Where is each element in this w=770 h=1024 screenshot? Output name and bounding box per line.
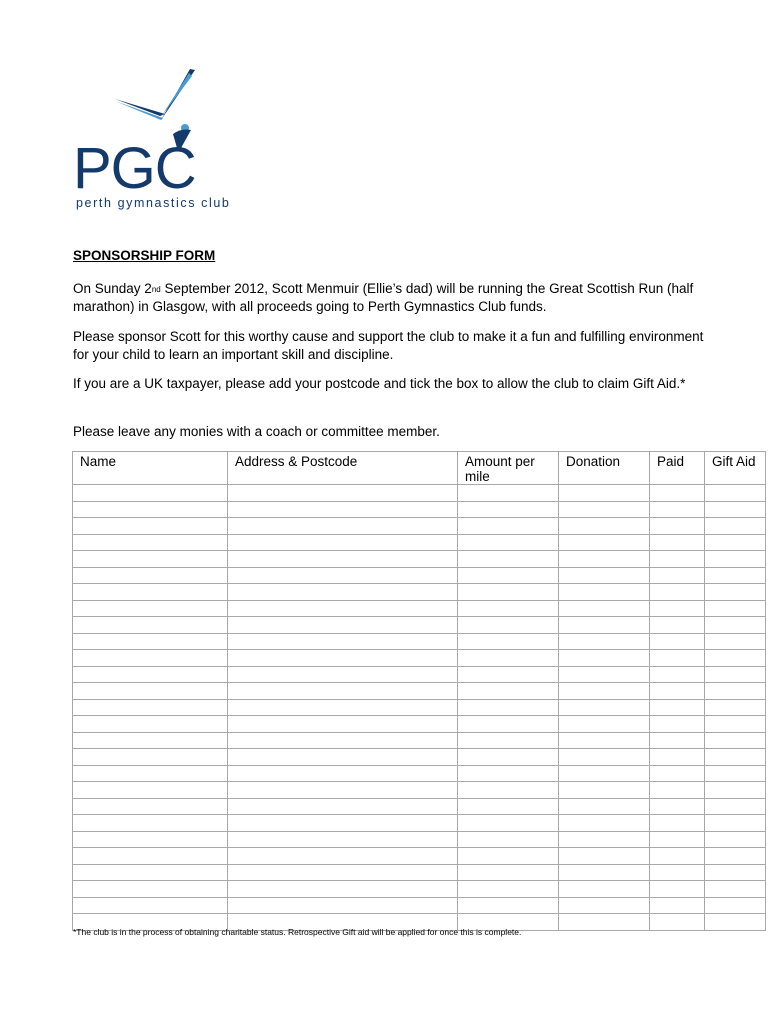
cell-paid[interactable]: [650, 815, 705, 832]
cell-donation[interactable]: [559, 815, 650, 832]
cell-address-postcode[interactable]: [228, 864, 458, 881]
table-row: [73, 617, 766, 634]
cell-name[interactable]: [73, 683, 228, 700]
cell-paid[interactable]: [650, 485, 705, 502]
cell-name[interactable]: [73, 567, 228, 584]
table-row: [73, 864, 766, 881]
cell-name[interactable]: [73, 732, 228, 749]
cell-address-postcode[interactable]: [228, 699, 458, 716]
header-name: Name: [73, 452, 228, 485]
cell-gift-aid[interactable]: [705, 749, 766, 766]
cell-paid[interactable]: [650, 567, 705, 584]
cell-address-postcode[interactable]: [228, 848, 458, 865]
cell-address-postcode[interactable]: [228, 831, 458, 848]
cell-donation[interactable]: [559, 600, 650, 617]
page-title: SPONSORSHIP FORM: [73, 248, 216, 263]
cell-name[interactable]: [73, 815, 228, 832]
header-amount-per-mile: Amount per mile: [458, 452, 559, 485]
cell-amount-per-mile[interactable]: [458, 749, 559, 766]
cell-amount-per-mile[interactable]: [458, 716, 559, 733]
cell-gift-aid[interactable]: [705, 732, 766, 749]
cell-donation[interactable]: [559, 518, 650, 535]
gift-aid-paragraph: If you are a UK taxpayer, please add your postcode and tick the box to allow the club to claim Gift Aid.*: [73, 376, 686, 391]
cell-gift-aid[interactable]: [705, 815, 766, 832]
table-body: [73, 485, 766, 931]
cell-amount-per-mile[interactable]: [458, 732, 559, 749]
cell-amount-per-mile[interactable]: [458, 699, 559, 716]
table-row: [73, 551, 766, 568]
cell-donation[interactable]: [559, 485, 650, 502]
table-row: [73, 716, 766, 733]
header-donation: Donation: [559, 452, 650, 485]
cell-donation[interactable]: [559, 716, 650, 733]
cell-amount-per-mile[interactable]: [458, 551, 559, 568]
cell-name[interactable]: [73, 584, 228, 601]
cell-address-postcode[interactable]: [228, 518, 458, 535]
cell-name[interactable]: [73, 650, 228, 667]
table-row: [73, 650, 766, 667]
table-row: [73, 518, 766, 535]
sponsorship-table: [72, 451, 766, 931]
cell-amount-per-mile[interactable]: [458, 897, 559, 914]
cell-gift-aid[interactable]: [705, 485, 766, 502]
cell-amount-per-mile[interactable]: [458, 501, 559, 518]
cell-donation[interactable]: [559, 551, 650, 568]
cell-gift-aid[interactable]: [705, 633, 766, 650]
cell-name[interactable]: [73, 831, 228, 848]
cell-name[interactable]: [73, 749, 228, 766]
cell-paid[interactable]: [650, 518, 705, 535]
cell-amount-per-mile[interactable]: [458, 584, 559, 601]
table-row: [73, 534, 766, 551]
table-row: [73, 666, 766, 683]
table-row: [73, 584, 766, 601]
cell-amount-per-mile[interactable]: [458, 534, 559, 551]
cell-gift-aid[interactable]: [705, 617, 766, 634]
cell-paid[interactable]: [650, 633, 705, 650]
table-row: [73, 765, 766, 782]
cell-address-postcode[interactable]: [228, 534, 458, 551]
table-header-row: [73, 452, 766, 485]
table-row: [73, 897, 766, 914]
cell-amount-per-mile[interactable]: [458, 567, 559, 584]
cell-paid[interactable]: [650, 501, 705, 518]
cell-address-postcode[interactable]: [228, 666, 458, 683]
cell-name[interactable]: [73, 485, 228, 502]
cell-donation[interactable]: [559, 683, 650, 700]
cell-address-postcode[interactable]: [228, 551, 458, 568]
cell-address-postcode[interactable]: [228, 749, 458, 766]
cell-paid[interactable]: [650, 716, 705, 733]
cell-amount-per-mile[interactable]: [458, 633, 559, 650]
table-row: [73, 732, 766, 749]
cell-address-postcode[interactable]: [228, 650, 458, 667]
cell-name[interactable]: [73, 551, 228, 568]
cell-donation[interactable]: [559, 584, 650, 601]
cell-paid[interactable]: [650, 765, 705, 782]
cell-paid[interactable]: [650, 534, 705, 551]
cell-donation[interactable]: [559, 881, 650, 898]
cell-address-postcode[interactable]: [228, 683, 458, 700]
cell-amount-per-mile[interactable]: [458, 765, 559, 782]
cell-gift-aid[interactable]: [705, 881, 766, 898]
table-row: [73, 881, 766, 898]
cell-paid[interactable]: [650, 798, 705, 815]
cell-donation[interactable]: [559, 567, 650, 584]
intro-paragraph: On Sunday 2nd September 2012, Scott Menmuir (Ellie’s dad) will be running the Great Scottish Run (half marathon) in Glasgow, with all proceeds going to Perth Gymnastics Club funds.: [73, 281, 694, 314]
cell-name[interactable]: [73, 534, 228, 551]
cell-name[interactable]: [73, 633, 228, 650]
cell-gift-aid[interactable]: [705, 864, 766, 881]
table-row: [73, 567, 766, 584]
cell-donation[interactable]: [559, 848, 650, 865]
cell-gift-aid[interactable]: [705, 716, 766, 733]
cell-donation[interactable]: [559, 864, 650, 881]
table-row: [73, 749, 766, 766]
cell-amount-per-mile[interactable]: [458, 683, 559, 700]
cell-name[interactable]: [73, 765, 228, 782]
cell-donation[interactable]: [559, 666, 650, 683]
cell-address-postcode[interactable]: [228, 501, 458, 518]
cell-paid[interactable]: [650, 782, 705, 799]
cell-name[interactable]: [73, 501, 228, 518]
cell-paid[interactable]: [650, 831, 705, 848]
cell-gift-aid[interactable]: [705, 914, 766, 931]
cell-paid[interactable]: [650, 617, 705, 634]
cell-donation[interactable]: [559, 782, 650, 799]
table-row: [73, 699, 766, 716]
cell-amount-per-mile[interactable]: [458, 831, 559, 848]
cell-amount-per-mile[interactable]: [458, 798, 559, 815]
cell-address-postcode[interactable]: [228, 485, 458, 502]
cell-gift-aid[interactable]: [705, 699, 766, 716]
cell-gift-aid[interactable]: [705, 666, 766, 683]
cell-amount-per-mile[interactable]: [458, 650, 559, 667]
cell-gift-aid[interactable]: [705, 600, 766, 617]
cell-paid[interactable]: [650, 584, 705, 601]
cell-donation[interactable]: [559, 650, 650, 667]
cell-name[interactable]: [73, 848, 228, 865]
cell-name[interactable]: [73, 666, 228, 683]
cell-amount-per-mile[interactable]: [458, 518, 559, 535]
cell-gift-aid[interactable]: [705, 551, 766, 568]
logo-letters: PGC: [73, 136, 196, 201]
header-paid: Paid: [650, 452, 705, 485]
cell-amount-per-mile[interactable]: [458, 864, 559, 881]
cell-paid[interactable]: [650, 650, 705, 667]
cell-gift-aid[interactable]: [705, 831, 766, 848]
cell-address-postcode[interactable]: [228, 815, 458, 832]
cell-paid[interactable]: [650, 881, 705, 898]
cell-address-postcode[interactable]: [228, 765, 458, 782]
table-row: [73, 782, 766, 799]
cell-address-postcode[interactable]: [228, 732, 458, 749]
cell-donation[interactable]: [559, 831, 650, 848]
cell-amount-per-mile[interactable]: [458, 848, 559, 865]
cell-donation[interactable]: [559, 914, 650, 931]
cell-name[interactable]: [73, 864, 228, 881]
logo-subtitle: perth gymnastics club: [76, 196, 231, 210]
cell-donation[interactable]: [559, 732, 650, 749]
table-row: [73, 831, 766, 848]
cell-gift-aid[interactable]: [705, 501, 766, 518]
table-row: [73, 683, 766, 700]
cell-name[interactable]: [73, 897, 228, 914]
cell-address-postcode[interactable]: [228, 584, 458, 601]
cell-amount-per-mile[interactable]: [458, 666, 559, 683]
cell-donation[interactable]: [559, 699, 650, 716]
cell-gift-aid[interactable]: [705, 897, 766, 914]
cell-name[interactable]: [73, 600, 228, 617]
cell-gift-aid[interactable]: [705, 650, 766, 667]
cell-donation[interactable]: [559, 798, 650, 815]
cell-donation[interactable]: [559, 534, 650, 551]
cell-paid[interactable]: [650, 749, 705, 766]
cell-name[interactable]: [73, 699, 228, 716]
cell-paid[interactable]: [650, 848, 705, 865]
cell-address-postcode[interactable]: [228, 881, 458, 898]
cell-address-postcode[interactable]: [228, 617, 458, 634]
cell-donation[interactable]: [559, 617, 650, 634]
cell-name[interactable]: [73, 881, 228, 898]
cell-paid[interactable]: [650, 699, 705, 716]
cell-address-postcode[interactable]: [228, 633, 458, 650]
monies-paragraph: Please leave any monies with a coach or committee member.: [73, 424, 440, 439]
cell-amount-per-mile[interactable]: [458, 600, 559, 617]
cell-paid[interactable]: [650, 551, 705, 568]
table-row: [73, 848, 766, 865]
cell-amount-per-mile[interactable]: [458, 485, 559, 502]
header-address-postcode: Address & Postcode: [228, 452, 458, 485]
table-row: [73, 501, 766, 518]
cell-name[interactable]: [73, 798, 228, 815]
table-row: [73, 815, 766, 832]
cell-donation[interactable]: [559, 749, 650, 766]
cell-donation[interactable]: [559, 633, 650, 650]
cell-donation[interactable]: [559, 897, 650, 914]
cell-gift-aid[interactable]: [705, 798, 766, 815]
cell-gift-aid[interactable]: [705, 518, 766, 535]
cell-name[interactable]: [73, 716, 228, 733]
cell-paid[interactable]: [650, 864, 705, 881]
cell-address-postcode[interactable]: [228, 600, 458, 617]
cell-amount-per-mile[interactable]: [458, 617, 559, 634]
cell-paid[interactable]: [650, 897, 705, 914]
cell-name[interactable]: [73, 518, 228, 535]
cell-name[interactable]: [73, 617, 228, 634]
cell-amount-per-mile[interactable]: [458, 815, 559, 832]
cell-paid[interactable]: [650, 732, 705, 749]
cell-paid[interactable]: [650, 914, 705, 931]
header-gift-aid: Gift Aid: [705, 452, 766, 485]
cell-gift-aid[interactable]: [705, 782, 766, 799]
pgc-logo: [73, 68, 233, 216]
sponsor-paragraph: Please sponsor Scott for this worthy cause and support the club to make it a fun and fulfilling environment for your child to learn an important skill and discipline.: [73, 329, 704, 362]
cell-name[interactable]: [73, 782, 228, 799]
cell-amount-per-mile[interactable]: [458, 782, 559, 799]
cell-address-postcode[interactable]: [228, 782, 458, 799]
cell-address-postcode[interactable]: [228, 897, 458, 914]
cell-gift-aid[interactable]: [705, 848, 766, 865]
table-row: [73, 600, 766, 617]
cell-gift-aid[interactable]: [705, 584, 766, 601]
cell-address-postcode[interactable]: [228, 567, 458, 584]
cell-gift-aid[interactable]: [705, 534, 766, 551]
cell-paid[interactable]: [650, 683, 705, 700]
cell-gift-aid[interactable]: [705, 765, 766, 782]
table-row: [73, 633, 766, 650]
cell-gift-aid[interactable]: [705, 683, 766, 700]
cell-address-postcode[interactable]: [228, 798, 458, 815]
cell-address-postcode[interactable]: [228, 716, 458, 733]
cell-paid[interactable]: [650, 600, 705, 617]
cell-donation[interactable]: [559, 501, 650, 518]
footnote: *The club is in the process of obtaining charitable status. Retrospective Gift aid will be applied for once this is complete.: [73, 927, 522, 937]
cell-donation[interactable]: [559, 765, 650, 782]
cell-paid[interactable]: [650, 666, 705, 683]
table-row: [73, 798, 766, 815]
cell-amount-per-mile[interactable]: [458, 881, 559, 898]
table-row: [73, 485, 766, 502]
cell-gift-aid[interactable]: [705, 567, 766, 584]
